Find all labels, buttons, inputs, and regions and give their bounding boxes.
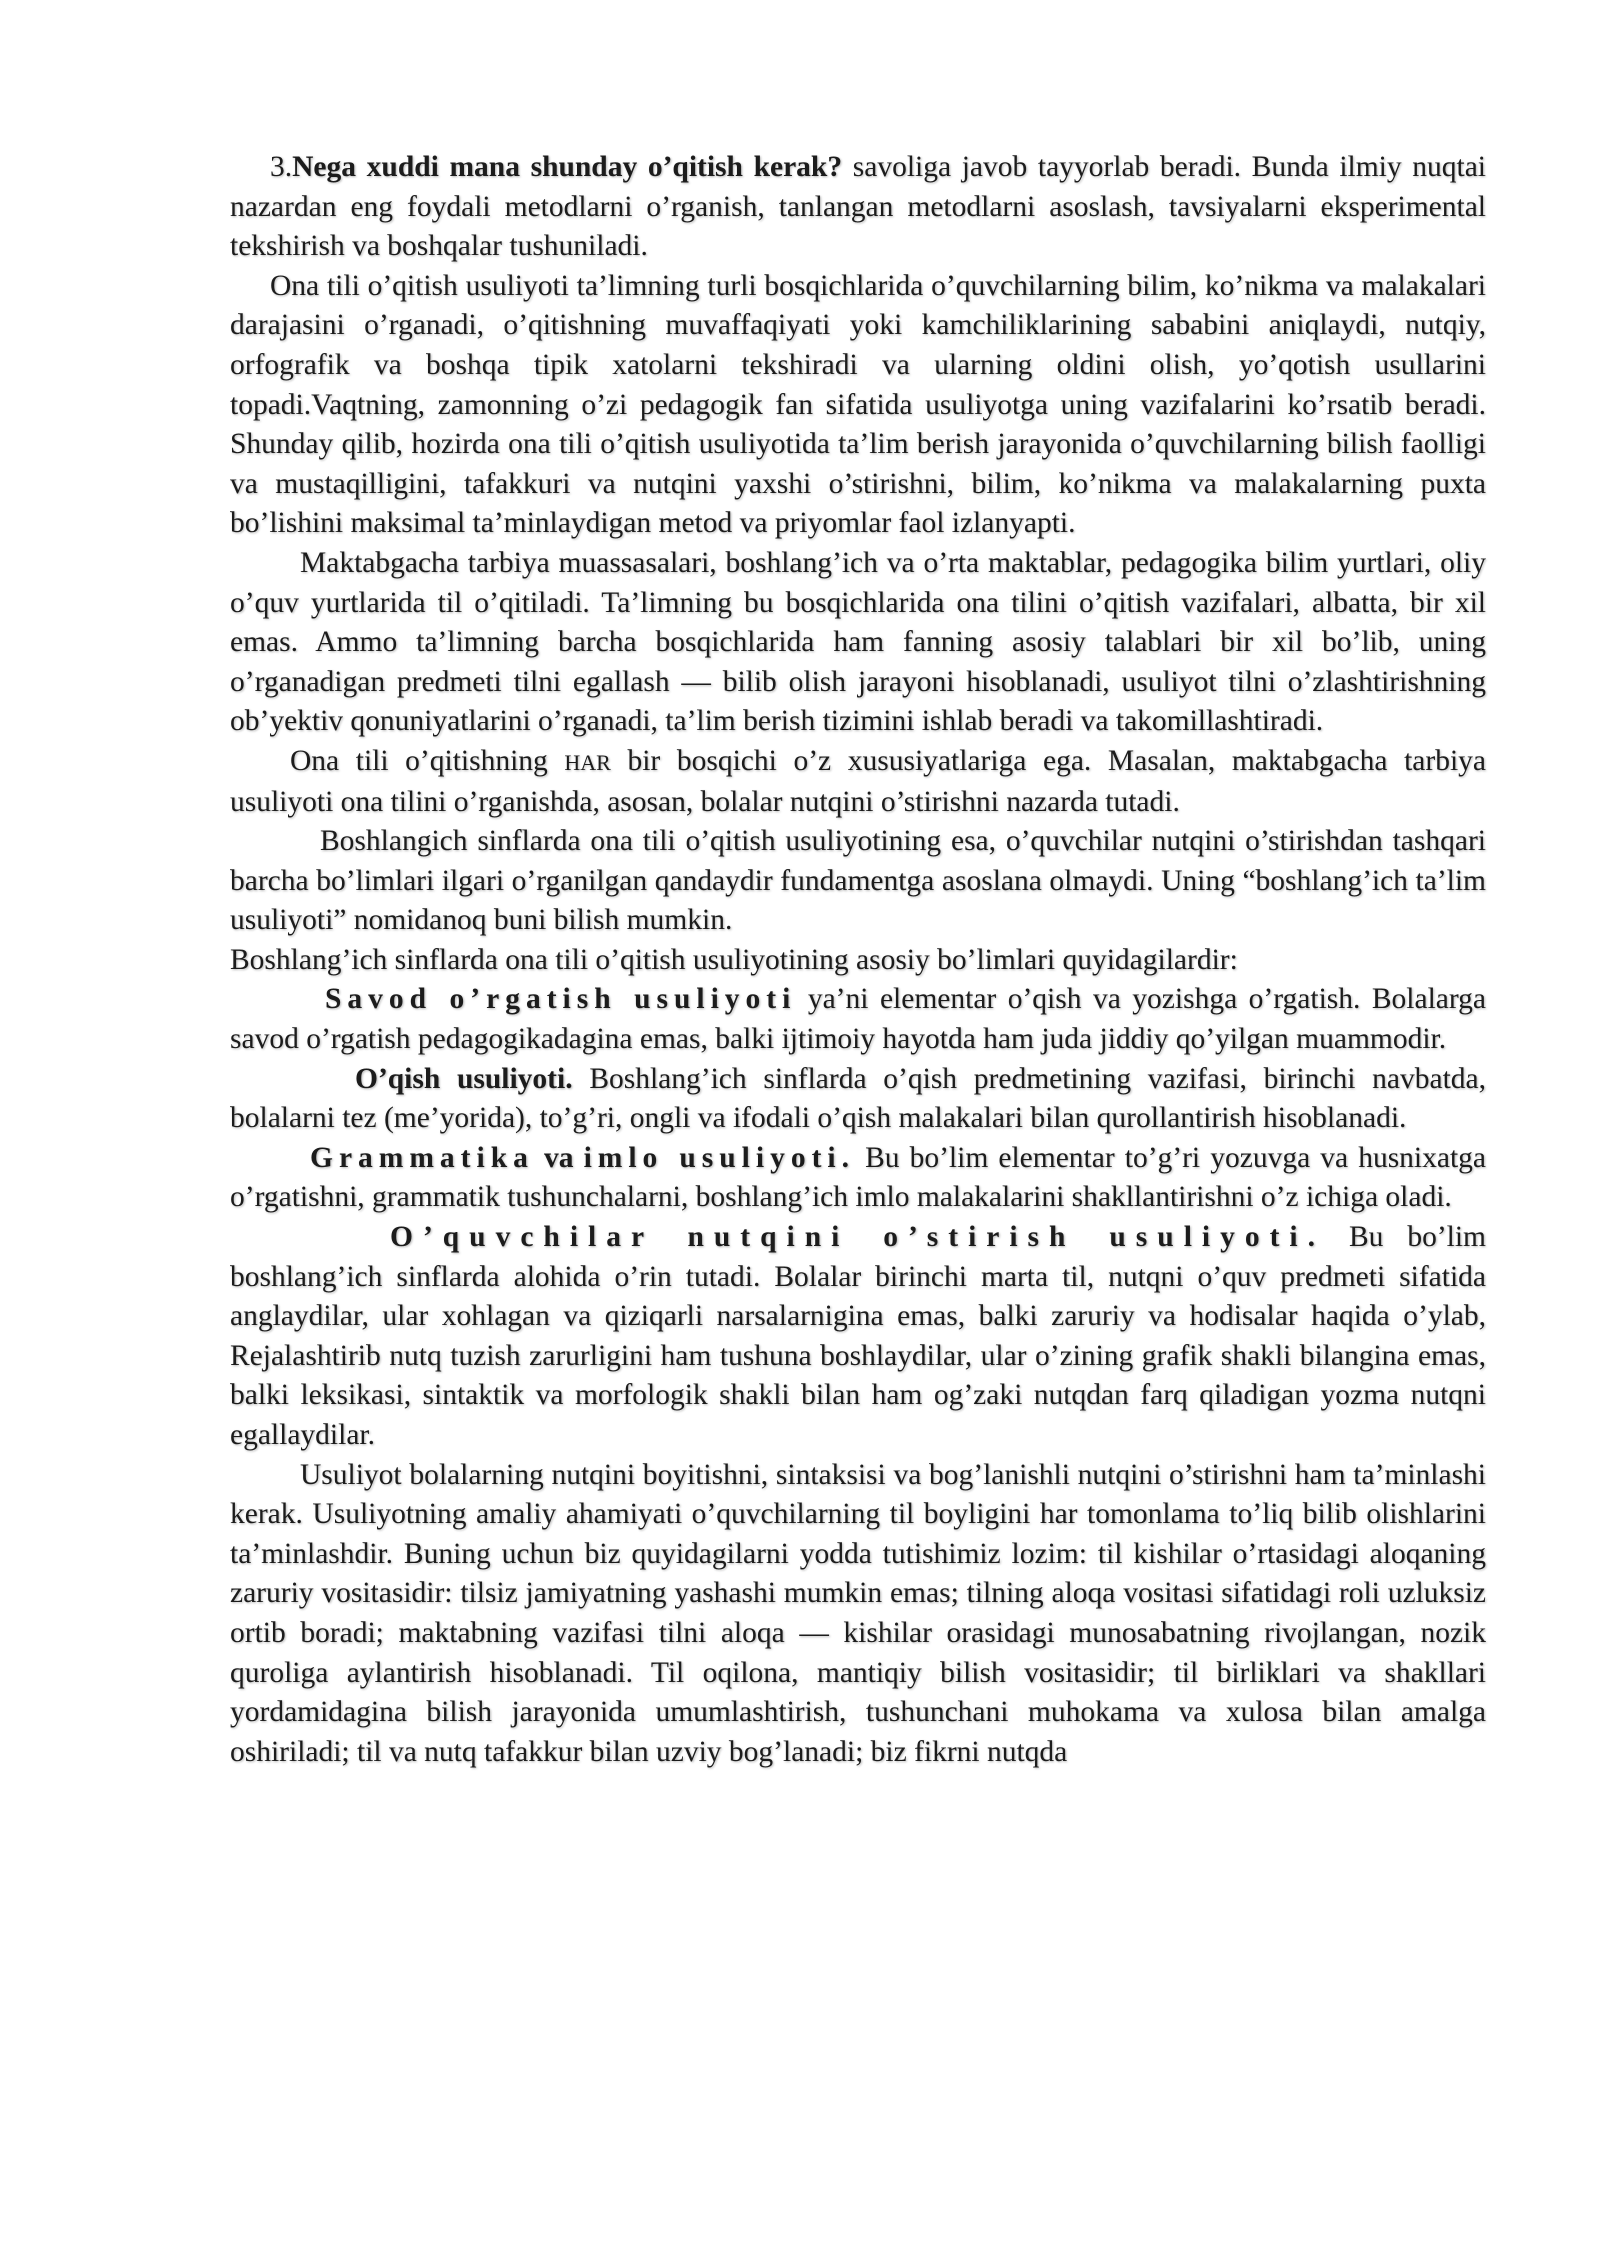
paragraph-5: Boshlangich sinflarda ona tili o’qitish usuliyotining esa, o’quvchilar nutqini o’stirishdan tashqari barcha bo’limlari ilgari o’rganilgan qandaydir fundamentga asoslana olmaydi. Uning “boshlang’ich ta’lim usuliyoti” nomidanoq buni bilish mumkin. — [230, 825, 1486, 937]
paragraph-1 — [230, 148, 1486, 267]
small-caps-word: HAR — [564, 749, 611, 775]
paragraph-9 — [230, 1139, 1486, 1218]
paragraph-10 — [230, 1218, 1486, 1456]
paragraph-4-text-a: Ona tili o’qitishning — [290, 744, 565, 777]
section-heading-savod: Savod o’rgatish usuliyoti — [325, 983, 797, 1016]
paragraph-2: Ona tili o’qitish usuliyoti ta’limning turli bosqichlarida o’quvchilarning bilim, ko’nikma va malakalari darajasini o’rganadi, o’qitishning muvaffaqiyati yoki kamchiliklarining sababini aniqlaydi, nutqiy, orfografik va boshqa tipik xatolarni tekshiradi va ularning oldini olish, yo’qotish usullarini topadi.Vaqtning, zamonning o’zi pedagogik fan sifatida usuliyotga uning vazifalarini ko’rsatib beradi. Shunday qilib, hozirda ona tili o’qitish usuliyotida ta’lim berish jarayonida o’quvchilarning bilish faolligi va mustaqilligini, tafakkuri va nutqini yaxshi o’stirishni, bilim, ko’nikma va malakalarning puxta bo’lishini maksimal ta’minlaydigan metod va priyomlar faol izlanyapti. — [230, 269, 1486, 540]
paragraph-4-text-b: bir bosqichi o’z xususiyatlariga ega. Masalan, maktabgacha tarbiya usuliyoti ona tilini o’rganishda, asosan, bolalar nutqini o’stirishni nazarda tutadi. — [230, 744, 1486, 818]
section-heading-connector: va — [533, 1141, 584, 1174]
section-heading-nutq: O’quvchilar nutqini o’stirish usuliyoti. — [390, 1221, 1325, 1254]
paragraph-3: Maktabgacha tarbiya muassasalari, boshlang’ich va o’rta maktablar, pedagogika bilim yurtlari, oliy o’quv yurtlarida til o’qitiladi. Ta’limning bu bosqichlarida ona tilini o’qitish vazifalari, albatta, bir xil emas. Ammo ta’limning barcha bosqichlarida ham fanning asosiy talablari bir xil bo’lib, uning o’rganadigan predmeti tilni egallash — bilib olish jarayoni hisoblanadi, usuliyot tilni o’zlashtirishning ob’yektiv qonuniyatlarini o’rganadi, ta’lim berish tizimini ishlab beradi va takomillashtiradi. — [230, 546, 1486, 738]
document-body — [230, 148, 1486, 1772]
paragraph-6: Boshlang’ich sinflarda ona tili o’qitish usuliyotining asosiy bo’limlari quyidagilardir: — [230, 943, 1238, 976]
paragraph-9-text: Bu bo’lim elementar to’g’ri yozuvga va husnixatga o’rgatishni, grammatik tushunchalarni, boshlang’ich imlo malakalarini shakllantirishni o’z ichiga oladi. — [230, 1141, 1487, 1214]
item-number: 3. — [270, 151, 293, 183]
paragraph-4 — [230, 742, 1486, 822]
paragraph-7-text: ya’ni elementar o’qish va yozishga o’rgatish. Bolalarga savod o’rgatish pedagogikadagina emas, balki ijtimoiy hayotda ham juda jiddiy qo’yilgan muammodir. — [230, 983, 1487, 1056]
paragraph-8-text: Boshlang’ich sinflarda o’qish predmetining vazifasi, birinchi navbatda, bolalarni tez (me’yorida), to’g’ri, ongli va ifodali o’qish malakalari bilan qurollantirish hisoblanadi. — [230, 1062, 1486, 1135]
paragraph-7 — [230, 980, 1486, 1059]
section-heading-imlo: imlo usuliyoti. — [583, 1141, 855, 1174]
section-heading-grammatika: Grammatika — [310, 1141, 534, 1174]
section-heading-oqish: O’qish usuliyoti. — [355, 1062, 573, 1095]
paragraph-8 — [230, 1060, 1486, 1139]
paragraph-1-text: savoliga javob tayyorlab beradi. Bunda ilmiy nuqtai nazardan eng foydali metodlarni o’rganish, tanlangan metodlarni asoslash, tavsiyalarni eksperimental tekshirish va boshqalar tushuniladi. — [230, 151, 1486, 263]
question-heading: Nega xuddi mana shunday o’qitish kerak? — [292, 151, 843, 183]
paragraph-11: Usuliyot bolalarning nutqini boyitishni, sintaksisi va bog’lanishli nutqini o’stirishni ham ta’minlashi kerak. Usuliyotning amaliy ahamiyati o’quvchilarning til boyligini har tomonlama to’liq bilib olishlarini ta’minlashdir. Buning uchun biz quyidagilarni yodda tutishimiz lozim: til kishilar o’rtasidagi aloqaning zaruriy vositasidir: tilsiz jamiyatning yashashi mumkin emas; tilning aloqa vositasi sifatidagi roli uzluksiz ortib boradi; maktabning vazifasi tilni aloqa — kishilar orasidagi munosabatning rivojlangan, nozik quroliga aylantirish hisoblanadi. Til oqilona, mantiqiy bilish vositasidir; til birliklari va shakllari yordamidagina bilish jarayonida umumlashtirish, tushunchani muhokama va xulosa bilan amalga oshiriladi; til va nutq tafakkur bilan uzviy bog’lanadi; biz fikrni nutqda — [230, 1458, 1486, 1768]
paragraph-10-text: Bu bo’lim boshlang’ich sinflarda alohida o’rin tutadi. Bolalar birinchi marta til, nutqni o’quv predmeti sifatida anglaydilar, ular xohlagan va qiziqarli narsalarnigina emas, balki zaruriy va hodisalar haqida o’ylab, Rejalashtirib nutq tuzish zarurligini ham tushuna boshlaydilar, ular o’zining grafik shakli bilangina emas, balki leksikasi, sintaktik va morfologik shakli bilan ham og’zaki nutqdan farq qiladigan yozma nutqni egallaydilar. — [230, 1221, 1486, 1451]
